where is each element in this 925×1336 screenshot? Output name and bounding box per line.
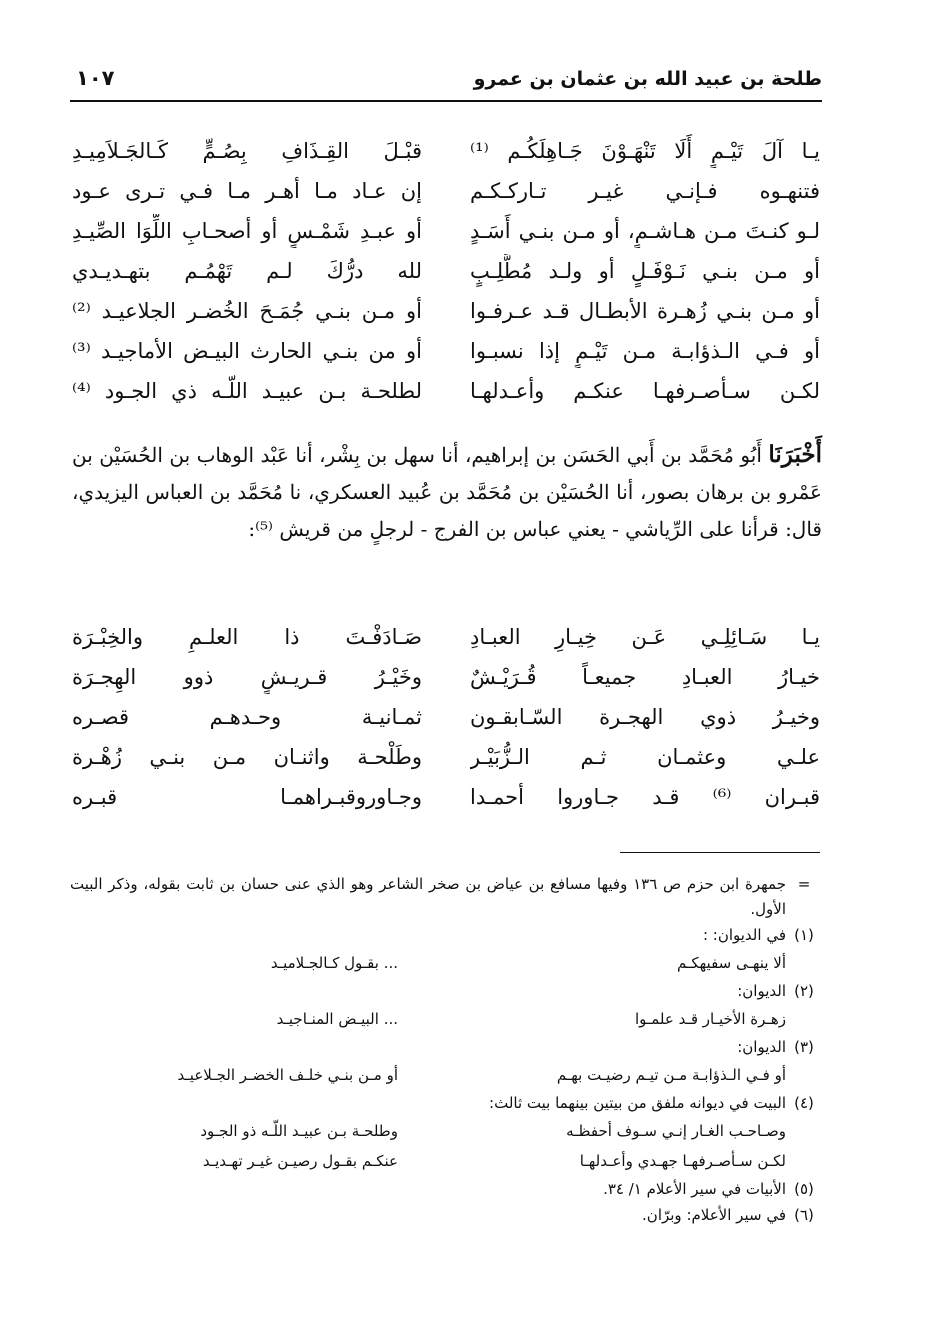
verse-line bbox=[72, 374, 820, 414]
verse-line bbox=[72, 134, 820, 174]
footnote-hemistich-second: أو مـن بنـي خلـف الخضـر الجـلاعيـد bbox=[177, 1066, 398, 1084]
verse-line bbox=[72, 660, 820, 700]
header-rule bbox=[70, 100, 822, 102]
hemistich-first: أو مـن بنـي نَـوْفَـلٍ أو ولـد مُطَّلِـبٍ bbox=[470, 259, 820, 283]
footnote-verse bbox=[70, 1116, 786, 1146]
footnote-number: (٣) bbox=[794, 1038, 814, 1056]
verse-line bbox=[72, 620, 820, 660]
footnote-number: (١) bbox=[794, 926, 814, 944]
verse-line bbox=[72, 294, 820, 334]
footnote-hemistich-second: وطلحـة بـن عبيـد اللّـه ذو الجـود bbox=[200, 1122, 398, 1140]
footnote-item bbox=[70, 1202, 822, 1228]
footnote-hemistich-first: ألا ينهـى سفيهكـم bbox=[676, 954, 786, 972]
footnote-item bbox=[70, 978, 822, 1004]
hemistich-first: فتنهـوه فـإنـي غيـر تـاركـكـم bbox=[470, 179, 820, 203]
hemistich-first: لكـن سـأصـرفهـا عنكـم وأعـدلهـا bbox=[470, 379, 820, 403]
footnote-text: البيت في ديوانه ملفق من بيتين بينهما بيت ثالث: bbox=[489, 1094, 786, 1112]
footnote-hemistich-second: ... البيـض المنـاجيـد bbox=[276, 1010, 398, 1028]
hemistich-second: ثمـانيـة وحـدهـم قصـره bbox=[72, 705, 422, 729]
hemistich-first: علـي وعثمـان ثـم الـزُّبَيْـر bbox=[470, 745, 820, 769]
page-number: ١٠٧ bbox=[76, 66, 115, 90]
footnote-hemistich-second: عنكـم بقـول رصيـن غيـر تهـديـد bbox=[202, 1152, 398, 1170]
hemistich-second: أو من بنـي الحارث البيـض الأماجيـد ⁽³⁾ bbox=[72, 339, 422, 363]
footnote-item bbox=[70, 1090, 822, 1116]
hemistich-first: وخيـرُ ذوي الهجـرة السّـابقـون bbox=[470, 705, 820, 729]
footnote-text: في سير الأعلام: وبرّان. bbox=[642, 1206, 786, 1224]
verse-line bbox=[72, 254, 820, 294]
footnote-hemistich-first: زهـرة الأخيـار قـد علمـوا bbox=[634, 1010, 786, 1028]
footnote-verse bbox=[70, 1004, 786, 1034]
footnote-verse bbox=[70, 948, 786, 978]
continuation-marker: = bbox=[797, 875, 811, 893]
verse-line bbox=[72, 780, 820, 820]
hemistich-second: صَـادَفْـتَ ذا العلـمِ والخِبْـرَة bbox=[72, 625, 422, 649]
hemistich-second: أو مـن بنـي جُمَـحَ الخُضـر الجلاعيـد ⁽²⁾ bbox=[72, 299, 422, 323]
running-title: طلحة بن عبيد الله بن عثمان بن عمرو bbox=[473, 68, 822, 90]
hemistich-second: وخَيْـرُ قـريـشٍ ذوو الهِجـرَة bbox=[72, 665, 422, 689]
hemistich-second: وجـاوروقبـراهمـا قبـره bbox=[72, 785, 422, 809]
hemistich-first: خيـارُ العبـادِ جميعـاً قُـرَيْـشٌ bbox=[470, 665, 820, 689]
hemistich-first: يـا آلَ تَيْـمٍ أَلَا تَنْهَـوْنَ جَـاهِلَكُـم ⁽¹⁾ bbox=[470, 139, 820, 163]
hemistich-second: لطلحـة بـن عبيـد اللّـه ذي الجـود ⁽⁴⁾ bbox=[72, 379, 422, 403]
footnote-text: الأبيات في سير الأعلام ١/ ٣٤. bbox=[603, 1180, 786, 1198]
footnote-text: الديوان: bbox=[737, 1038, 786, 1056]
footnote-text: في الديوان: : bbox=[702, 926, 786, 944]
running-header bbox=[70, 62, 822, 102]
footnote-hemistich-second: ... بقـول كـالجـلاميـد bbox=[270, 954, 398, 972]
footnote-item bbox=[70, 922, 822, 948]
verse-line bbox=[72, 700, 820, 740]
hemistich-second: وطَلْحـة واثنـان مـن بنـي زُهْـرة bbox=[72, 745, 422, 769]
footnote-hemistich-first: أو فـي الـذؤابـة مـن تيـم رضيـت بهـم bbox=[556, 1066, 786, 1084]
verse-line bbox=[72, 740, 820, 780]
hemistich-first: لـو كنـتَ مـن هـاشـمٍ، أو مـن بنـي أَسَـدٍ bbox=[470, 219, 820, 243]
poem-second bbox=[72, 620, 820, 820]
footnote-hemistich-first: لكـن سـأصـرفهـا جهـدي وأعـدلهـا bbox=[579, 1152, 786, 1170]
footnote-item bbox=[70, 1176, 822, 1202]
hemistich-second: أو عبـدِ شَمْـسٍ أو أصحـابِ اللِّوَا الصِّيـدِ bbox=[72, 219, 422, 243]
verse-line bbox=[72, 214, 820, 254]
footnote-separator bbox=[620, 852, 820, 853]
hemistich-first: قبـران ⁽⁶⁾ قـد جـاوروا أحمـدا bbox=[470, 785, 820, 809]
footnote-text: الديوان: bbox=[737, 982, 786, 1000]
narration-lead: أَخْبَرَنَا bbox=[768, 441, 822, 468]
hemistich-first: أو فـي الـذؤابـة مـن تَيْـمٍ إذا نسبـوا bbox=[470, 339, 820, 363]
verse-line bbox=[72, 334, 820, 374]
footnote-verse bbox=[70, 1146, 786, 1176]
footnote-verse bbox=[70, 1060, 786, 1090]
footnote-hemistich-first: وصـاحـب الغـار إنـي سـوف أحفظـه bbox=[566, 1122, 786, 1140]
footnote-text: جمهرة ابن حزم ص ١٣٦ وفيها مسافع بن عياض بن صخر الشاعر وهو الذي عنى حسان بن ثابت بقوله، وذكر البيت الأول. bbox=[70, 875, 786, 918]
hemistich-second: قبْـلَ القِـذَافِ بِصُـمٍّ كَـالجَـلاَمِيـدِ bbox=[72, 139, 422, 163]
footnote-number: (٢) bbox=[794, 982, 814, 1000]
footnote-continuation bbox=[70, 872, 822, 922]
hemistich-second: لله درُّكَ لـم تَهْمُـم بتهـديـدي bbox=[72, 259, 422, 283]
footnote-item bbox=[70, 1034, 822, 1060]
hemistich-second: إن عـاد مـا أهـر مـا فـي تـرى عـود bbox=[72, 179, 422, 203]
footnotes bbox=[70, 872, 822, 1228]
narration-text: أَبُو مُحَمَّد بن أَبي الحَسَن بن إبراهيم، أنا سهل بن بِشْر، أنا عَبْد الوهاب بن الحُسَيْن بن عَمْرو بن برهان بصور، أنا الحُسَيْن بن مُحَمَّد بن عُبيد العسكري، نا مُحَمَّد بن العباس اليزيدي، قال: قرأنا على الرِّياشي - يعني عباس بن الفرج - لرجلٍ من قريش ⁽⁵⁾: bbox=[72, 443, 822, 541]
footnote-number: (٦) bbox=[794, 1206, 814, 1224]
footnote-number: (٥) bbox=[794, 1180, 814, 1198]
poem-first bbox=[72, 134, 820, 414]
narration-paragraph bbox=[72, 436, 822, 548]
hemistich-first: أو مـن بنـي زُهـرة الأبطـال قـد عـرفـوا bbox=[470, 299, 820, 323]
verse-line bbox=[72, 174, 820, 214]
hemistich-first: يـا سَـائِلِـي عَـن خِيـارِ العبـادِ bbox=[470, 625, 820, 649]
footnote-number: (٤) bbox=[794, 1094, 814, 1112]
